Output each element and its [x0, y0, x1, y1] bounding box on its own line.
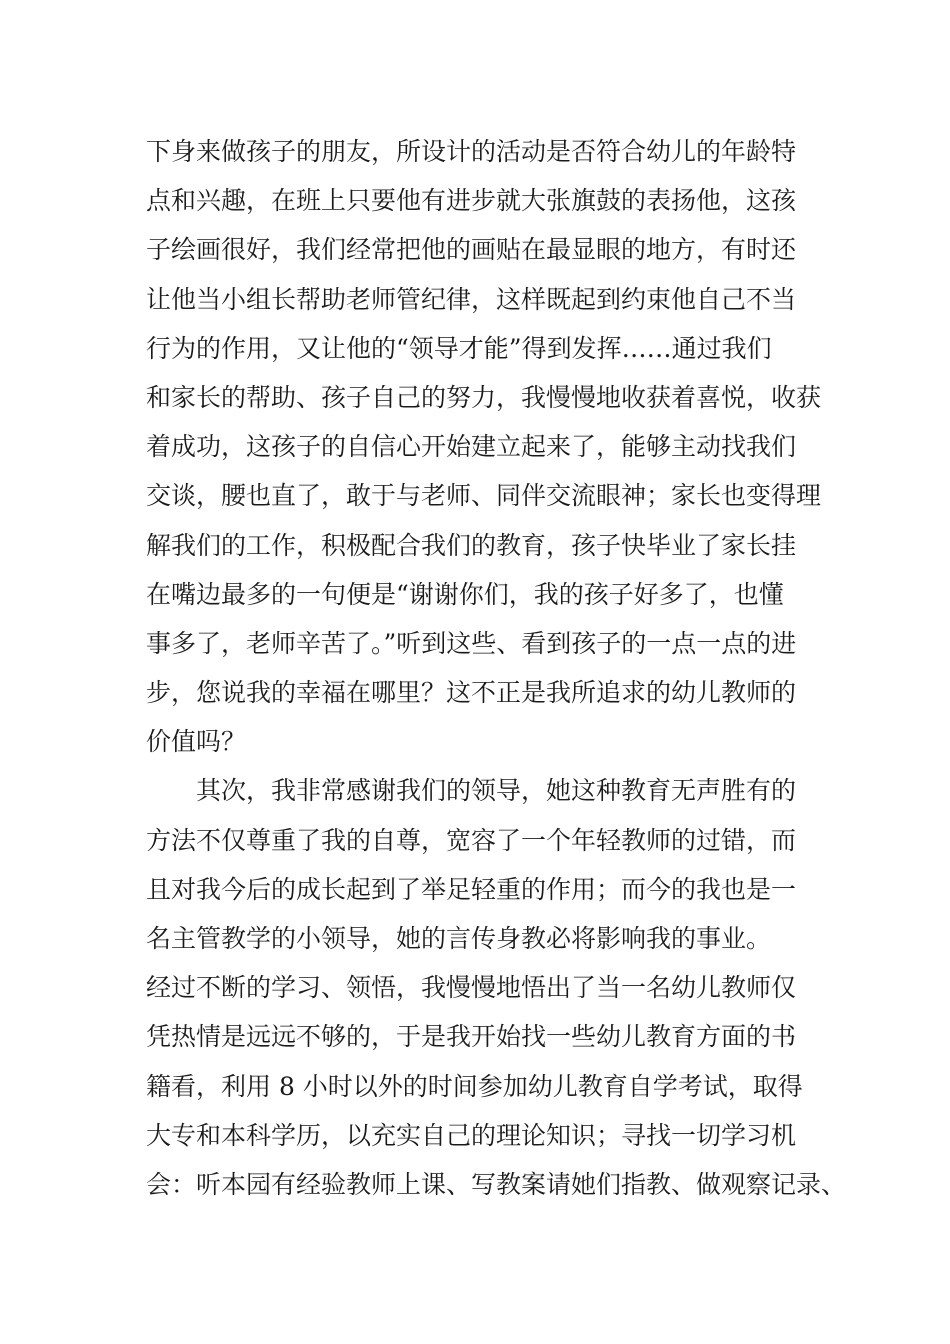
text-line: 在嘴边最多的一句便是“谢谢你们，我的孩子好多了，也懂: [146, 579, 784, 609]
body-text: [146, 127, 846, 1209]
text-line: 让他当小组长帮助老师管纪律，这样既起到约束他自己不当: [146, 284, 797, 314]
text-line: 凭热情是远远不够的，于是我开始找一些幼儿教育方面的书: [146, 1022, 797, 1052]
text-line: 交谈，腰也直了，敢于与老师、同伴交流眼神；家长也变得理: [146, 481, 822, 511]
text-line: 解我们的工作，积极配合我们的教育，孩子快毕业了家长挂: [146, 530, 797, 560]
text-line: 方法不仅尊重了我的自尊，宽容了一个年轻教师的过错，而: [146, 825, 797, 855]
text-line: 会：听本园有经验教师上课、写教案请她们指教、做观察记录、: [146, 1169, 847, 1199]
text-line: 价值吗？: [146, 727, 247, 757]
text-line: 下身来做孩子的朋友，所设计的活动是否符合幼儿的年龄特: [146, 137, 797, 166]
text-line: 子绘画很好，我们经常把他的画贴在最显眼的地方，有时还: [146, 235, 797, 265]
text-line: 和家长的帮助、孩子自己的努力，我慢慢地收获着喜悦，收获: [146, 382, 822, 412]
text-line: 大专和本科学历，以充实自己的理论知识；寻找一切学习机: [146, 1120, 797, 1150]
text-line: 事多了，老师辛苦了。”听到这些、看到孩子的一点一点的进: [146, 628, 797, 658]
text-line: 着成功，这孩子的自信心开始建立起来了，能够主动找我们: [146, 432, 797, 462]
text-line: 步，您说我的幸福在哪里？这不正是我所追求的幼儿教师的: [146, 678, 797, 708]
text-line: 经过不断的学习、领悟，我慢慢地悟出了当一名幼儿教师仅: [146, 973, 797, 1003]
text-line: 且对我今后的成长起到了举足轻重的作用；而今的我也是一: [146, 874, 797, 904]
paragraph-first-line: 其次，我非常感谢我们的领导，她这种教育无声胜有的: [196, 776, 797, 806]
text-line: 行为的作用，又让他的“领导才能”得到发挥……通过我们: [146, 333, 772, 363]
text-line: 籍看，利用 8 小时以外的时间参加幼儿教育自学考试，取得: [146, 1071, 803, 1101]
text-line: 名主管教学的小领导，她的言传身教必将影响我的事业。: [146, 924, 772, 953]
text-line: 点和兴趣，在班上只要他有进步就大张旗鼓的表扬他，这孩: [146, 186, 797, 216]
